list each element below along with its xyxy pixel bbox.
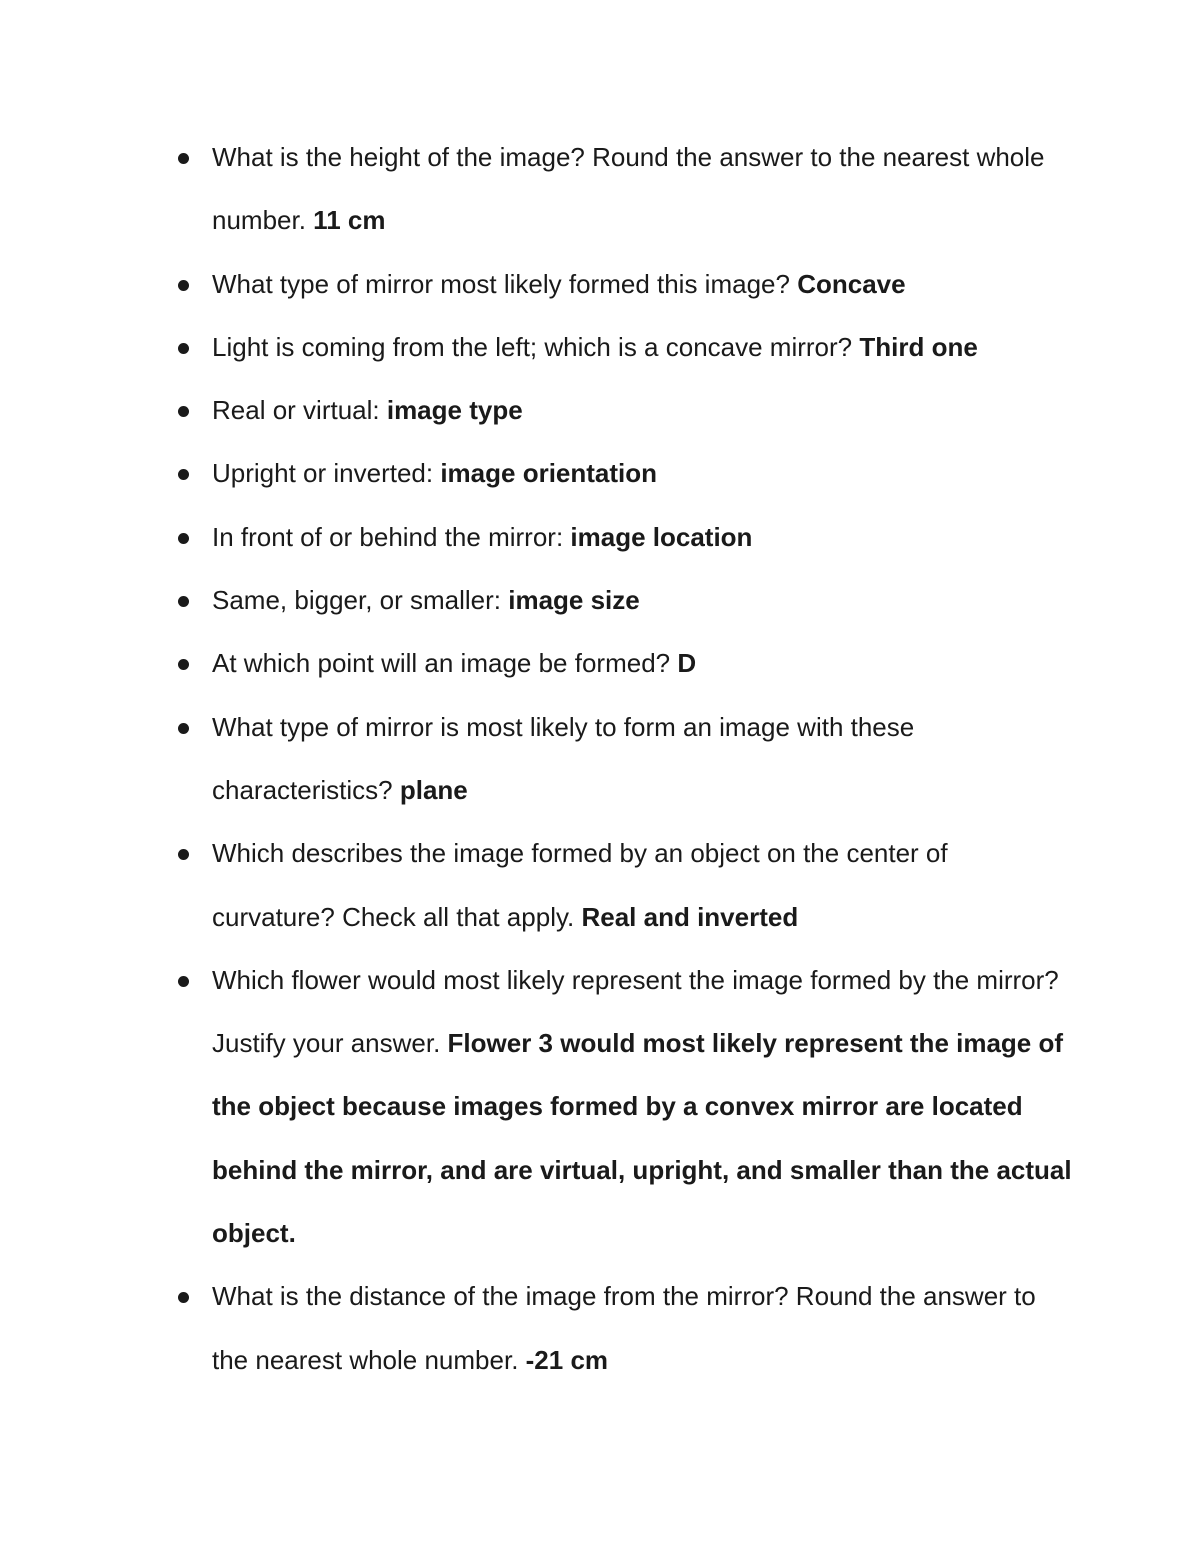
answer-text: image type: [386, 395, 523, 426]
list-item: [212, 316, 1072, 379]
bullet-icon: [178, 596, 189, 607]
bullet-icon: [178, 280, 189, 291]
answer-text: plane: [399, 774, 468, 805]
bullet-icon: [178, 406, 189, 417]
bullet-icon: [178, 1292, 189, 1303]
answer-text: image orientation: [440, 458, 658, 489]
bullet-icon: [178, 659, 189, 670]
question-text: What type of mirror most likely formed this image?: [212, 268, 798, 299]
list-item: [212, 822, 1072, 949]
list-item: [212, 442, 1072, 505]
answer-text: image location: [570, 521, 753, 552]
list-item: [212, 506, 1072, 569]
bullet-icon: [178, 343, 189, 354]
list-item: [212, 632, 1072, 695]
list-item: [212, 253, 1072, 316]
bullet-icon: [178, 849, 189, 860]
answer-text: D: [677, 648, 697, 679]
list-item: [212, 696, 1072, 823]
question-text: Which flower would most likely represent the image formed by the mirror? Justify your answer.: [212, 964, 1059, 1059]
question-text: Light is coming from the left; which is a concave mirror?: [212, 331, 860, 362]
answer-text: Flower 3 would most likely represent the image of the object because images formed by a convex mirror are located behind the mirror, and are virtual, upright, and smaller than the actual object.: [212, 1028, 1072, 1249]
list-item: [212, 569, 1072, 632]
question-text: What is the distance of the image from the mirror? Round the answer to the nearest whole number.: [212, 1281, 1036, 1375]
answer-text: Third one: [859, 331, 978, 362]
list-item: [212, 949, 1072, 1265]
list-item: [212, 379, 1072, 442]
answer-text: 11 cm: [313, 205, 386, 236]
answer-text: Concave: [797, 268, 906, 299]
question-text: Real or virtual:: [212, 395, 387, 426]
list-item: [212, 126, 1072, 253]
question-text: Upright or inverted:: [212, 458, 441, 489]
list-item: [212, 1265, 1072, 1392]
answer-text: image size: [508, 585, 640, 616]
question-text: In front of or behind the mirror:: [212, 521, 571, 552]
question-text: What is the height of the image? Round the answer to the nearest whole number.: [212, 142, 1045, 236]
bullet-icon: [178, 533, 189, 544]
question-text: Which describes the image formed by an object on the center of curvature? Check all that apply.: [212, 838, 948, 932]
question-answer-list: [212, 126, 1072, 1392]
bullet-icon: [178, 976, 189, 987]
question-text: What type of mirror is most likely to form an image with these characteristics?: [212, 711, 915, 805]
answer-text: -21 cm: [525, 1344, 609, 1375]
question-text: At which point will an image be formed?: [212, 648, 678, 679]
bullet-icon: [178, 469, 189, 480]
answer-text: Real and inverted: [581, 901, 799, 932]
question-text: Same, bigger, or smaller:: [212, 585, 509, 616]
bullet-icon: [178, 723, 189, 734]
bullet-icon: [178, 153, 189, 164]
